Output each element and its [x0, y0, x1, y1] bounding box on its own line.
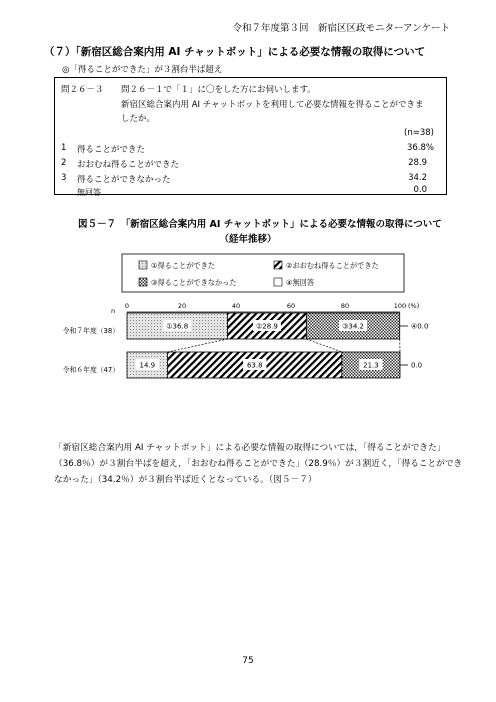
- row-label: 令和６年度（47）: [62, 366, 119, 374]
- option-value: 0.0: [413, 185, 427, 195]
- legend-swatch-checker: [139, 278, 147, 286]
- row-label: 令和７年度（38）: [62, 327, 119, 335]
- question-number: 問２６－３: [61, 85, 104, 95]
- body-paragraph-line: なかった」（34.2％）が３割台半ば近くとなっている。（図５－７）: [54, 475, 317, 485]
- legend-label: ①得ることができた: [151, 261, 215, 270]
- question-n: (n=38): [404, 128, 434, 138]
- axis-tick: 80: [340, 302, 350, 310]
- data-label: 21.3: [363, 361, 379, 370]
- option-label: おおむね得ることができた: [77, 160, 180, 170]
- question-condition: 問２６－１で「１」に〇をした方にお伺いします。: [121, 85, 316, 95]
- connector-line: [306, 339, 341, 352]
- legend-swatch-dots: [139, 261, 147, 269]
- axis-tick: 100: [393, 302, 407, 310]
- data-label: ②28.9: [255, 322, 278, 331]
- legend-label: ④無回答: [286, 278, 315, 287]
- axis-tick: 0: [124, 302, 130, 310]
- data-label: 0.0: [411, 361, 423, 370]
- data-label: 14.9: [139, 361, 156, 370]
- question-text-line1: 新宿区総合案内用 AI チャットボットを利用して必要な情報を得ることができま: [121, 100, 424, 110]
- axis-n-label: n: [111, 307, 116, 315]
- data-label: ③34.2: [342, 322, 364, 331]
- section-title: （７）「新宿区総合案内用 AI チャットボット」による必要な情報の取得について: [44, 46, 426, 58]
- stacked-bar-chart: [0, 250, 496, 420]
- data-label: 63.8: [246, 361, 263, 370]
- option-label: 得ることができなかった: [77, 175, 171, 185]
- legend-label: ②おおむね得ることができた: [286, 261, 379, 270]
- body-paragraph-line: （36.8％）が３割台半ばを超え，「おおむね得ることができた」（28.9％）が３割近く，「得ることができ: [54, 459, 463, 469]
- axis-tick: 40: [231, 302, 241, 310]
- option-value: 36.8%: [406, 143, 434, 153]
- option-value: 34.2: [408, 173, 427, 183]
- axis-unit: (%): [408, 302, 420, 310]
- data-label: ①36.8: [166, 322, 189, 331]
- data-label: ④0.0: [411, 322, 429, 331]
- option-label: 無回答: [77, 188, 101, 197]
- figure-subtitle: （経年推移）: [219, 234, 277, 245]
- body-paragraph-line: 「新宿区総合案内用 AI チャットボット」による必要な情報の取得については，「得ることができた」: [54, 443, 446, 453]
- legend-swatch-diagonal: [274, 261, 282, 269]
- legend-swatch-blank: [274, 278, 282, 286]
- option-num: 3: [61, 173, 67, 183]
- question-box: [54, 77, 447, 195]
- legend-label: ③得ることができなかった: [151, 278, 237, 287]
- question-text-line2: したか。: [121, 114, 156, 124]
- page-number: 75: [242, 656, 254, 666]
- option-num: 2: [61, 158, 67, 168]
- option-num: 1: [61, 143, 67, 153]
- figure-title: 図５－７ 「新宿区総合案内用 AI チャットボット」による必要な情報の取得について: [78, 219, 442, 230]
- axis-tick: 20: [177, 302, 187, 310]
- option-label: 得ることができた: [77, 145, 146, 155]
- section-highlight: ◎「得ることができた」が３割台半ば超え: [62, 65, 223, 75]
- connector-line: [168, 339, 228, 352]
- axis-tick: 60: [286, 302, 296, 310]
- option-value: 28.9: [408, 158, 427, 168]
- bar-series-group: [127, 313, 428, 378]
- running-header: 令和７年度第３回 新宿区区政モニターアンケート: [232, 23, 450, 34]
